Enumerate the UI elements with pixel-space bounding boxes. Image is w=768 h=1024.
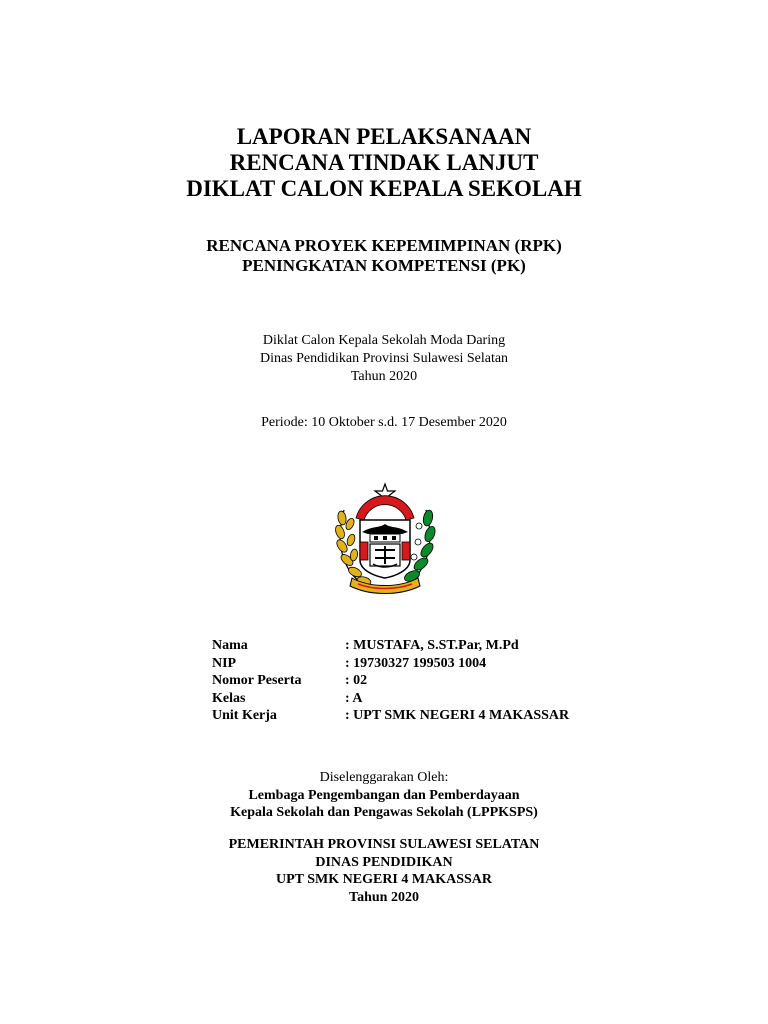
program-info	[0, 332, 768, 386]
title-line-1: LAPORAN PELAKSANAAN	[236, 124, 532, 149]
government-line-4: Tahun 2020	[349, 889, 419, 905]
identity-label: Kelas	[212, 690, 246, 706]
provincial-emblem-icon	[330, 480, 440, 596]
report-subtitle	[0, 236, 768, 276]
identity-value: : UPT SMK NEGERI 4 MAKASSAR	[345, 708, 570, 724]
organizer-block	[0, 769, 768, 822]
government-line-1: PEMERINTAH PROVINSI SULAWESI SELATAN	[228, 837, 540, 852]
government-line-3: UPT SMK NEGERI 4 MAKASSAR	[276, 872, 492, 888]
identity-row-class	[212, 690, 569, 708]
organizer-line-2: Kepala Sekolah dan Pengawas Sekolah (LPPKSPS)	[230, 805, 538, 821]
identity-row-work-unit	[212, 707, 569, 725]
identity-value: : MUSTAFA, S.ST.Par, M.Pd	[345, 638, 519, 653]
participant-identity	[212, 637, 569, 725]
report-title	[0, 124, 768, 202]
government-line-2: DINAS PENDIDIKAN	[315, 854, 453, 870]
identity-value: : A	[345, 690, 363, 706]
info-line-2: Dinas Pendidikan Provinsi Sulawesi Selatan	[259, 351, 509, 366]
organizer-intro: Diselenggarakan Oleh:	[319, 770, 449, 785]
period-text: Periode: 10 Oktober s.d. 17 Desember 2020	[261, 415, 507, 430]
government-block	[0, 836, 768, 906]
identity-value: : 19730327 199503 1004	[345, 655, 487, 671]
title-line-3: DIKLAT CALON KEPALA SEKOLAH	[186, 176, 582, 201]
identity-row-nip	[212, 655, 569, 673]
identity-label: Unit Kerja	[212, 708, 277, 724]
subtitle-line-1: RENCANA PROYEK KEPEMIMPINAN (RPK)	[206, 236, 562, 255]
info-line-3: Tahun 2020	[350, 369, 418, 384]
identity-label: Nama	[212, 638, 248, 653]
identity-value: : 02	[345, 673, 368, 689]
organizer-line-1: Lembaga Pengembangan dan Pemberdayaan	[248, 787, 520, 803]
info-line-1: Diklat Calon Kepala Sekolah Moda Daring	[262, 333, 506, 348]
identity-row-participant-number	[212, 672, 569, 690]
title-line-2: RENCANA TINDAK LANJUT	[229, 150, 539, 175]
subtitle-line-2: PENINGKATAN KOMPETENSI (PK)	[242, 256, 526, 275]
identity-row-name	[212, 637, 569, 655]
identity-label: NIP	[212, 655, 237, 671]
identity-label: Nomor Peserta	[212, 673, 302, 689]
